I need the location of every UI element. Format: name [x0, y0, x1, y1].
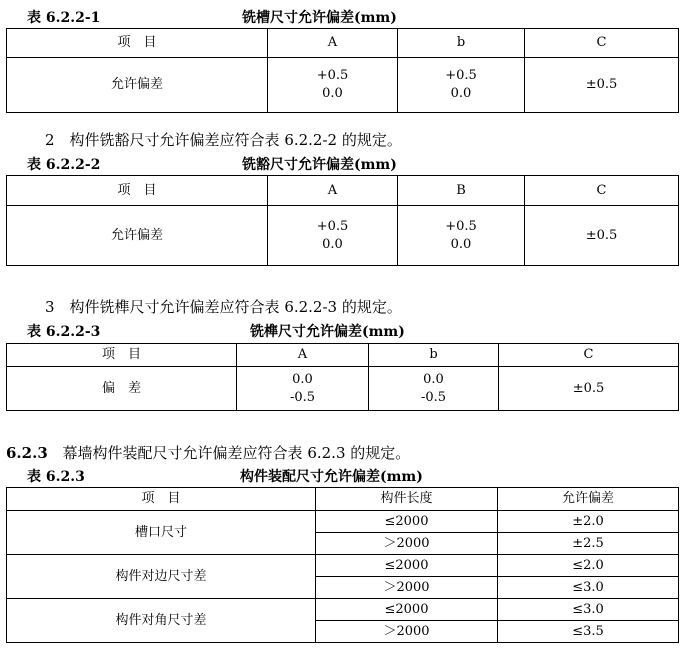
- table-6-2-3: [6, 487, 679, 643]
- header-a: A: [268, 176, 398, 206]
- table-title: 铣榫尺寸允许偏差(mm): [250, 324, 405, 340]
- table-title: 铣槽尺寸允许偏差(mm): [242, 10, 397, 26]
- cell-a: +0.5 0.0: [268, 206, 398, 266]
- section-number: 6.2.3: [6, 444, 48, 462]
- length-cell: ＞2000: [316, 621, 498, 643]
- table-6-2-2-1: [6, 28, 679, 113]
- tolerance-cell: ≤3.5: [498, 621, 679, 643]
- paragraph-2: 2 构件铣豁尺寸允许偏差应符合表 6.2.2-2 的规定。: [45, 131, 402, 149]
- table-title: 构件装配尺寸允许偏差(mm): [240, 469, 423, 485]
- table-caption-6-2-3: [27, 466, 423, 486]
- header-item: 项 目: [7, 176, 268, 206]
- cell-b: +0.5 0.0: [398, 206, 525, 266]
- table-caption-6-2-2-2: [27, 154, 397, 174]
- tolerance-cell: ±2.0: [498, 511, 679, 533]
- length-cell: ≤2000: [316, 555, 498, 577]
- header-b: B: [398, 176, 525, 206]
- section-text: 幕墙构件装配尺寸允许偏差应符合表 6.2.3 的规定。: [62, 444, 411, 462]
- header-tolerance: 允许偏差: [498, 488, 679, 511]
- cell-c: ±0.5: [525, 206, 679, 266]
- group-slot-size: 槽口尺寸: [7, 511, 316, 555]
- cell-b: 0.0 -0.5: [369, 367, 499, 411]
- header-c: C: [525, 29, 679, 58]
- table-6-2-2-3: [6, 343, 679, 411]
- header-item: 项 目: [7, 488, 316, 511]
- tolerance-cell: ≤3.0: [498, 599, 679, 621]
- tolerance-cell: ±2.5: [498, 533, 679, 555]
- table-number: 表 6.2.2-1: [27, 10, 101, 26]
- table-6-2-2-2: [6, 175, 679, 266]
- table-title: 铣豁尺寸允许偏差(mm): [242, 157, 397, 173]
- table-number: 表 6.2.2-2: [27, 157, 101, 173]
- header-a: A: [237, 344, 369, 367]
- header-length: 构件长度: [316, 488, 498, 511]
- cell-c: ±0.5: [499, 367, 679, 411]
- header-a: A: [268, 29, 398, 58]
- length-cell: ≤2000: [316, 511, 498, 533]
- table-number: 表 6.2.2-3: [27, 324, 101, 340]
- table-number: 表 6.2.3: [27, 469, 85, 485]
- header-item: 项 目: [7, 29, 268, 58]
- section-6-2-3: [6, 442, 410, 463]
- row-label: 允许偏差: [7, 206, 268, 266]
- cell-b: +0.5 0.0: [398, 58, 525, 113]
- header-item: 项 目: [7, 344, 237, 367]
- table-caption-6-2-2-3: [27, 321, 405, 341]
- table-caption-6-2-2-1: [27, 7, 397, 27]
- row-label: 允许偏差: [7, 58, 268, 113]
- tolerance-cell: ≤3.0: [498, 577, 679, 599]
- length-cell: ＞2000: [316, 577, 498, 599]
- row-label: 偏 差: [7, 367, 237, 411]
- header-c: C: [499, 344, 679, 367]
- length-cell: ≤2000: [316, 599, 498, 621]
- group-diagonal-diff: 构件对角尺寸差: [7, 599, 316, 643]
- tolerance-cell: ≤2.0: [498, 555, 679, 577]
- cell-c: ±0.5: [525, 58, 679, 113]
- group-opposite-side-diff: 构件对边尺寸差: [7, 555, 316, 599]
- cell-a: 0.0 -0.5: [237, 367, 369, 411]
- header-b: b: [398, 29, 525, 58]
- header-b: b: [369, 344, 499, 367]
- paragraph-3: 3 构件铣榫尺寸允许偏差应符合表 6.2.2-3 的规定。: [45, 298, 402, 316]
- length-cell: ＞2000: [316, 533, 498, 555]
- header-c: C: [525, 176, 679, 206]
- cell-a: +0.5 0.0: [268, 58, 398, 113]
